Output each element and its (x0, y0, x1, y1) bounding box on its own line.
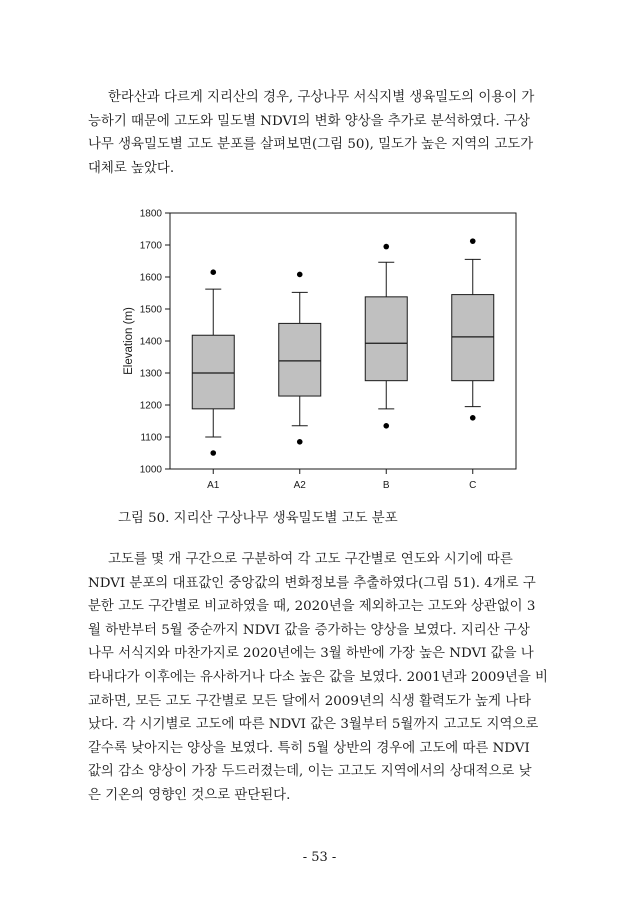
outlier-point (297, 272, 303, 278)
text-line: 한라산과 다르게 지리산의 경우, 구상나무 서식지별 생육밀도의 이용이 가 (108, 90, 535, 105)
y-tick-label: 1300 (139, 368, 162, 380)
text-line: 대체로 높았다. (88, 160, 175, 176)
x-tick-label: B (382, 480, 390, 491)
text-line: 교하면, 모든 고도 구간별로 모든 달에서 2009년의 식생 활력도가 높게 나타 (88, 693, 532, 709)
outlier-point (470, 238, 476, 244)
text-line: 났다. 각 시기별로 고도에 따른 NDVI 값은 3월부터 5월까지 고고도 지역으로 (88, 717, 539, 733)
text-line: 타내다가 이후에는 유사하거나 다소 높은 값을 보였다. 2001년과 2009년을 비 (88, 669, 548, 685)
y-tick-label: 1700 (139, 240, 162, 252)
text-line: 월 하반부터 5월 중순까지 NDVI 값을 증가하는 양상을 보였다. 지리산 구상 (88, 622, 530, 638)
elevation-boxplot-chart (110, 200, 530, 500)
y-tick-label: 1800 (139, 208, 162, 220)
box-A1 (192, 335, 234, 409)
y-tick-label: 1000 (139, 464, 162, 476)
text-line: 능하기 때문에 고도와 밀도별 NDVI의 변화 양상을 추가로 분석하였다. 구상 (88, 113, 530, 129)
text-line: 나무 생육밀도별 고도 분포를 살펴보면(그림 50), 밀도가 높은 지역의 고도가 (88, 137, 534, 153)
y-tick-label: 1200 (139, 400, 162, 412)
text-line: 분한 고도 구간별로 비교하였을 때, 2020년을 제외하고는 고도와 상관없이 3 (88, 599, 536, 615)
outlier-point (383, 423, 389, 429)
text-line: 갈수록 낮아지는 양상을 보였다. 특히 5월 상반의 경우에 고도에 따른 NDVI (88, 740, 530, 756)
y-tick-label: 1500 (139, 304, 162, 316)
outlier-point (210, 450, 216, 456)
text-line: NDVI 분포의 대표값인 중앙값의 변화정보를 추출하였다(그림 51). 4개로 구 (88, 575, 536, 591)
text-line: 나무 서식지와 마찬가지로 2020년에는 3월 하반에 가장 높은 NDVI 값을 나 (88, 646, 534, 662)
paragraph-1 (88, 86, 558, 180)
y-axis-label: Elevation (m) (123, 307, 135, 375)
box-A2 (279, 323, 321, 396)
y-tick-label: 1100 (140, 432, 162, 444)
figure-caption: 그림 50. 지리산 구상나무 생육밀도별 고도 분포 (118, 511, 398, 526)
outlier-point (383, 244, 389, 250)
outlier-point (297, 439, 303, 445)
x-tick-label: C (469, 480, 477, 491)
outlier-point (210, 269, 216, 275)
y-tick-label: 1600 (139, 272, 162, 284)
text-line: 값의 감소 양상이 가장 두드러졌는데, 이는 고고도 지역에서의 상대적으로 낮 (88, 764, 532, 780)
box-B (365, 297, 407, 381)
y-tick-label: 1400 (139, 336, 162, 348)
x-tick-label: A2 (293, 480, 306, 491)
paragraph-2 (88, 548, 558, 808)
text-line: 고도를 몇 개 구간으로 구분하여 각 고도 구간별로 연도와 시기에 따른 (108, 552, 513, 567)
x-tick-label: A1 (207, 480, 220, 491)
outlier-point (470, 415, 476, 421)
box-C (452, 295, 494, 381)
text-line: 은 기온의 영향인 것으로 판단된다. (88, 787, 291, 803)
page-number: - 53 - (302, 850, 337, 865)
